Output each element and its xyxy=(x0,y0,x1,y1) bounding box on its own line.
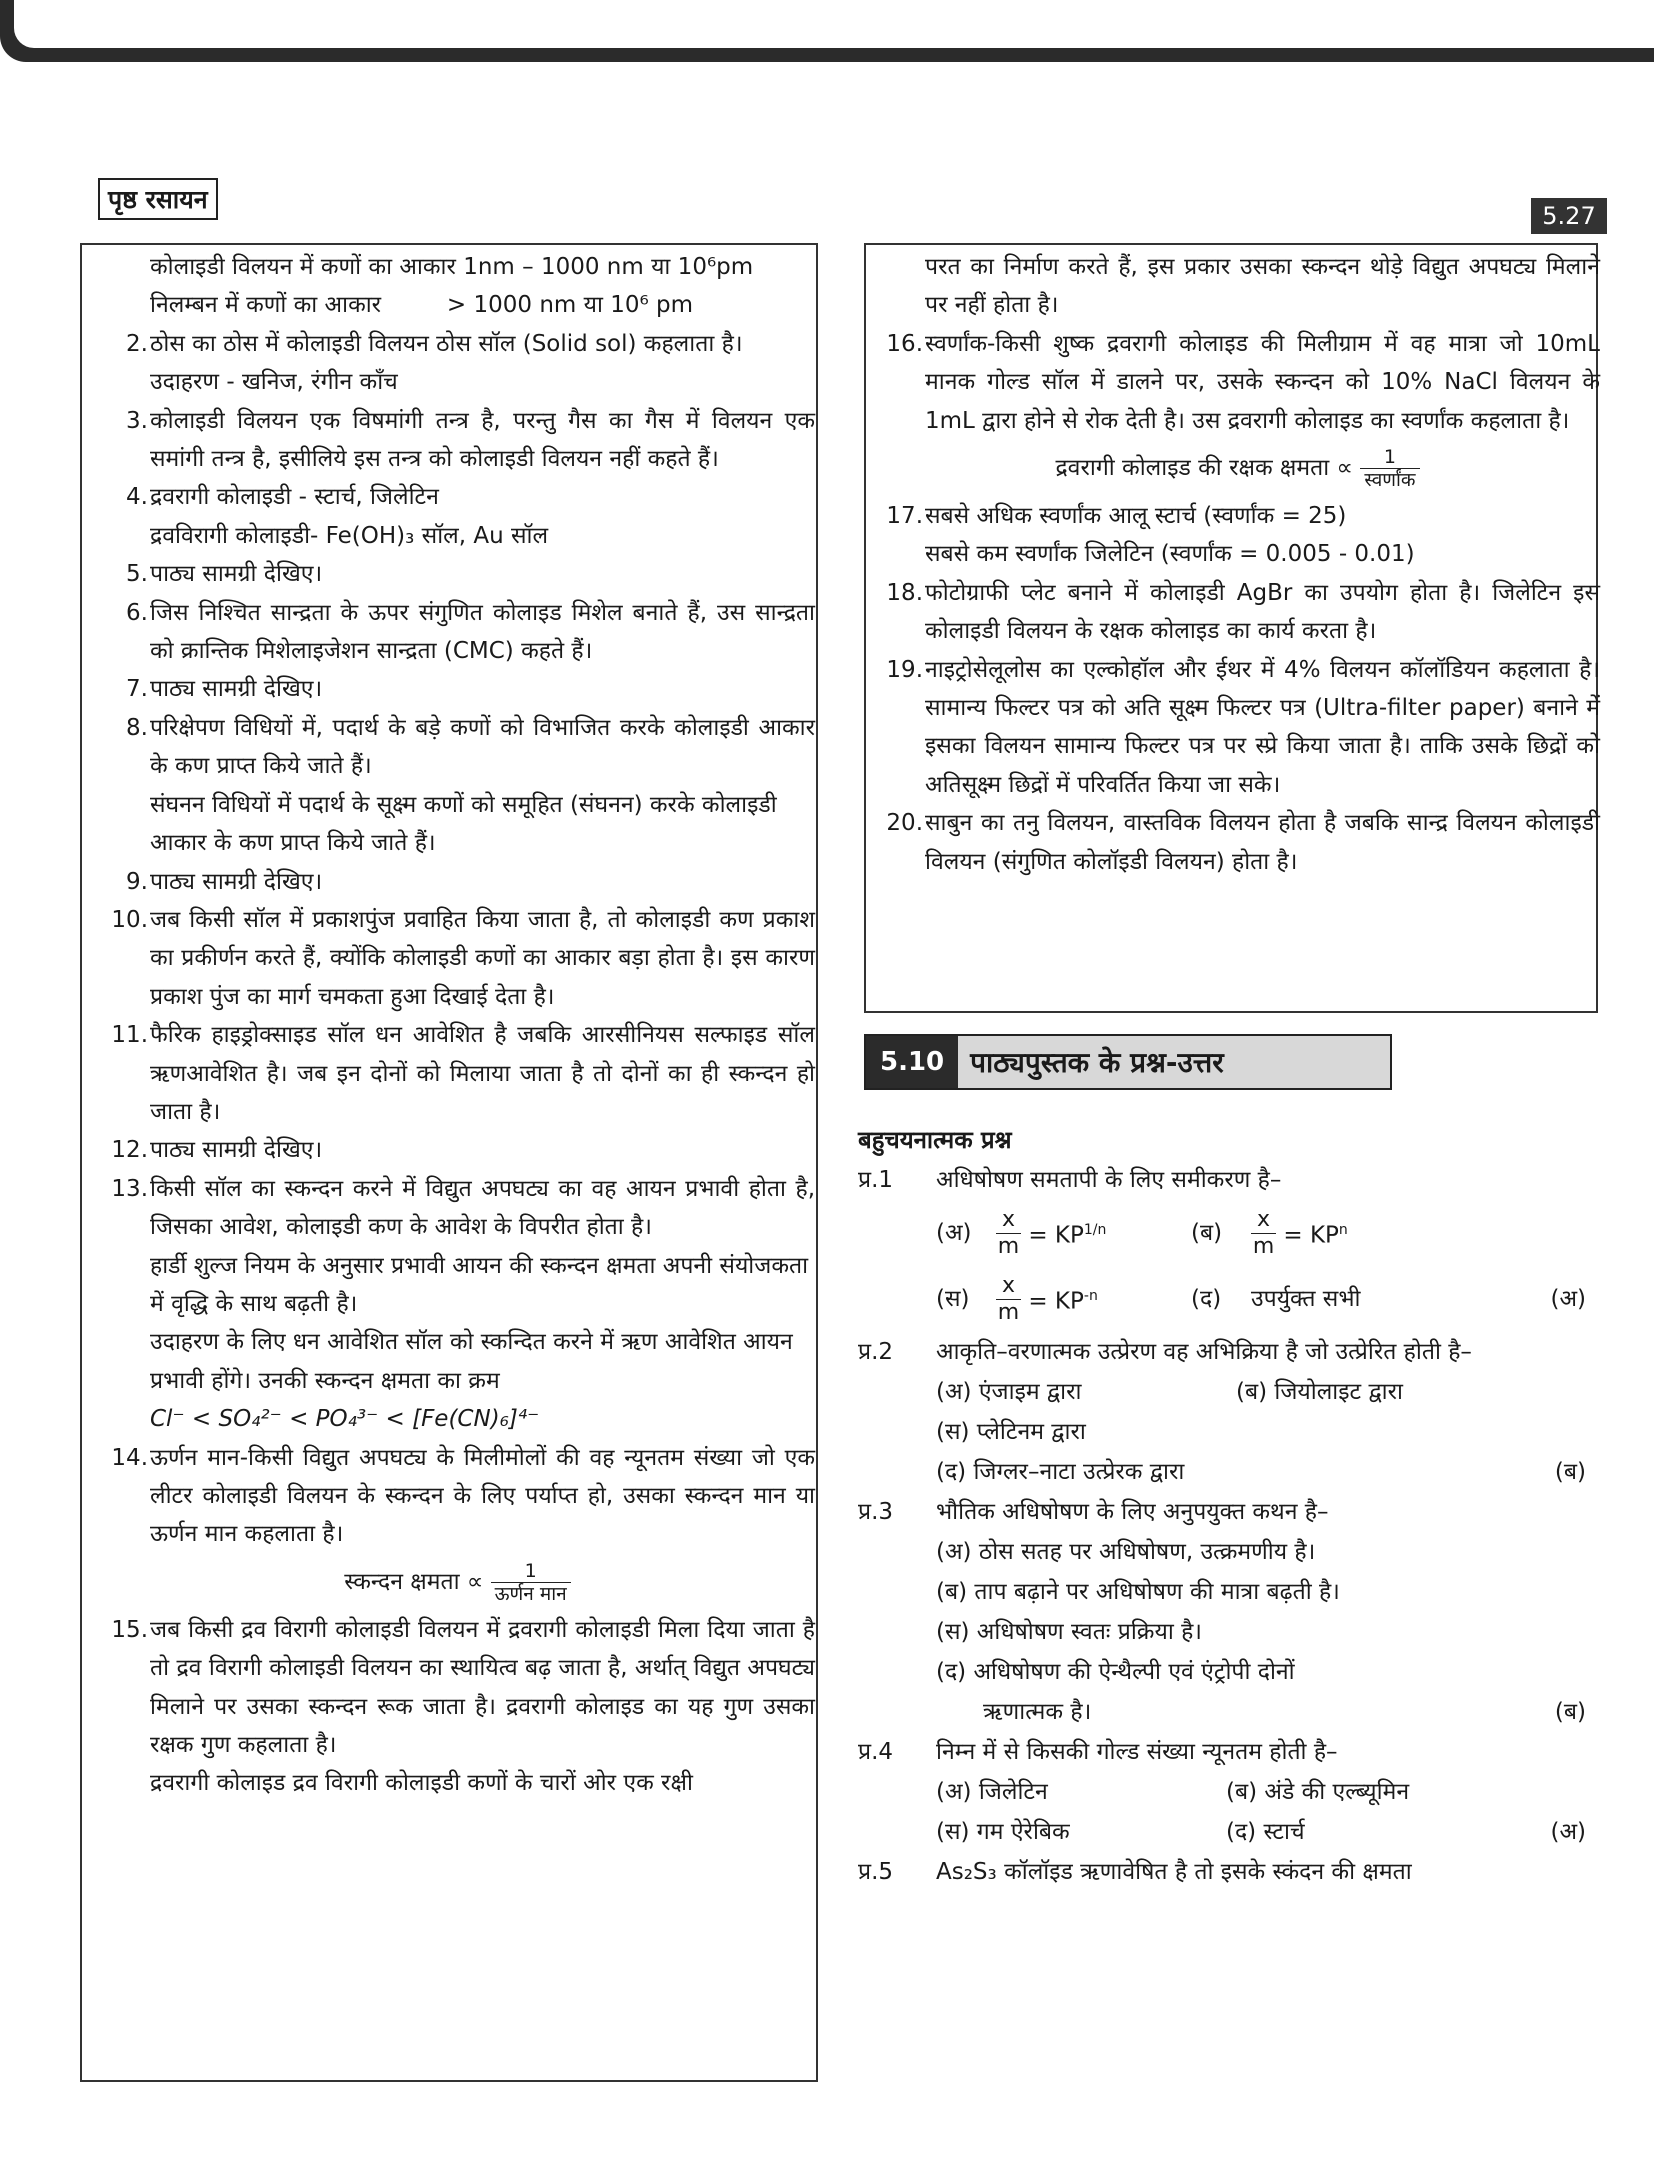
answer-item-extra: उदाहरण - खनिज, रंगीन काँच xyxy=(150,369,398,396)
intro-line-1: कोलाइडी विलयन में कणों का आकार 1nm – 1000 nm या 10⁶pm xyxy=(150,254,754,280)
answer-item-extra: द्रवरागी कोलाइड द्रव विरागी कोलाइडी कणों के चारों ओर एक रक्षी xyxy=(150,1770,693,1797)
answer-item: 6. जिस निश्चित सान्द्रता के ऊपर संगुणित कोलाइड मिशेल बनाते हैं, उस सान्द्रता को क्रान्तिक मिशेलाइजेशन सान्द्रता (CMC) कहते हैं। xyxy=(126,599,815,665)
mcq-heading: बहुचयनात्मक प्रश्न xyxy=(858,1126,1012,1154)
right-column xyxy=(875,248,1600,881)
question-2: प्र.2 आकृति–वरणात्मक उत्प्रेरण वह अभिक्रिया है जो उत्प्रेरित होती है– xyxy=(858,1339,1472,1365)
answer-item: 15. जब किसी द्रव विरागी कोलाइडी विलयन में द्रवरागी कोलाइडी मिला दिया जाता है तो द्रव विरागी कोलाइडी विलयन का स्थायित्व बढ़ जाता है, अर्थात् विद्युत अपघट्य मिलाने पर उसका स्कन्दन रूक जाता है। द्रवरागी कोलाइड का यह गुण उसका रक्षक गुण कहलाता है। xyxy=(111,1616,815,1759)
q3-answer: (ब) xyxy=(1554,1699,1586,1725)
question-5: प्र.5 As₂S₃ कॉलॉइड ऋणावेषित है तो इसके स्कंदन की क्षमता xyxy=(858,1859,1412,1885)
answer-item: 17. सबसे अधिक स्वर्णांक आलू स्टार्च (स्वर्णांक = 25) xyxy=(886,503,1347,530)
section-title: पाठ्यपुस्तक के प्रश्न-उत्तर xyxy=(958,1036,1390,1088)
answer-item: 13. किसी सॉल का स्कन्दन करने में विद्युत अपघट्य का वह आयन प्रभावी होता है, जिसका आवेश, कोलाइडी कण के आवेश के विपरीत होता है। xyxy=(111,1175,815,1241)
top-border xyxy=(0,0,1654,62)
answer-item: 14. ऊर्णन मान-किसी विद्युत अपघट्य के मिलीमोलों की वह न्यूनतम संख्या जो एक लीटर कोलाइडी विलयन के स्कन्दन के लिए पर्याप्त हो, उसका स्कन्दन मान या ऊर्णन मान कहलाता है। xyxy=(111,1444,815,1548)
answer-item: 12. पाठ्य सामग्री देखिए। xyxy=(111,1137,323,1164)
section-tag: पृष्ठ रसायन xyxy=(98,178,218,220)
answer-item: 18. फोटोग्राफी प्लेट बनाने में कोलाइडी AgBr का उपयोग होता है। जिलेटिन इस कोलाइडी विलयन के रक्षक कोलाइड का कार्य करता है। xyxy=(886,579,1600,645)
page-number: 5.27 xyxy=(1531,198,1607,234)
answer-item: 11. फैरिक हाइड्रोक्साइड सॉल धन आवेशित है जबकि आरसीनियस सल्फाइड सॉल ऋणआवेशित है। जब इन दोनों को मिलाया जाता है तो दोनों का ही स्कन्दन हो जाता है। xyxy=(111,1022,815,1125)
q2-answer: (ब) xyxy=(1554,1459,1586,1485)
answer-item: 7. पाठ्य सामग्री देखिए। xyxy=(126,676,323,703)
formula: द्रवरागी कोलाइड की रक्षक क्षमता ∝ $\frac{1}{\text{स्वर्णांक}}$ xyxy=(875,440,1600,497)
q1-answer: (अ) xyxy=(1550,1286,1586,1312)
answer-item-extra: द्रवविरागी कोलाइडी- Fe(OH)₃ सॉल, Au सॉल xyxy=(150,522,549,549)
formula: स्कन्दन क्षमता ∝ $\frac{1}{\text{ऊर्णन मान}}$ xyxy=(100,1554,815,1611)
answer-item: 10. जब किसी सॉल में प्रकाशपुंज प्रवाहित किया जाता है, तो कोलाइडी कण प्रकाश का प्रकीर्णन करते हैं, क्योंकि कोलाइडी कणों का आकार बड़ा होता है। इस कारण प्रकाश पुंज का मार्ग चमकता हुआ दिखाई देता है। xyxy=(111,906,815,1010)
answer-item: 5. पाठ्य सामग्री देखिए। xyxy=(126,561,323,588)
section-header xyxy=(864,1034,1392,1090)
answer-item: 2. ठोस का ठोस में कोलाइडी विलयन ठोस सॉल (Solid sol) कहलाता है। xyxy=(126,330,743,357)
question-3: प्र.3 भौतिक अधिषोषण के लिए अनुपयुक्त कथन है– xyxy=(858,1499,1329,1525)
answer-item-extra: उदाहरण के लिए धन आवेशित सॉल को स्कन्दित करने में ऋण आवेशित आयन प्रभावी होंगे। उनकी स्कन्दन क्षमता का क्रम xyxy=(150,1329,793,1394)
answer-item: 19. नाइट्रोसेलूलोस का एल्कोहॉल और ईथर में 4% विलयन कॉलॉडियन कहलाता है। सामान्य फिल्टर पत्र को अति सूक्ष्म फिल्टर पत्र (Ultra-filter paper) बनाने में इसका विलयन सामान्य फिल्टर पत्र पर स्प्रे किया जाता है। ताकि उसके छिद्रों को अतिसूक्ष्म छिद्रों में परिवर्तित किया जा सके। xyxy=(886,656,1600,798)
answer-item-extra: Cl⁻ < SO₄²⁻ < PO₄³⁻ < [Fe(CN)₆]⁴⁻ xyxy=(150,1406,540,1433)
answer-item: 4. द्रवरागी कोलाइडी - स्टार्च, जिलेटिन xyxy=(126,484,439,511)
q1-row-ab: (अ) $\frac{x}{m}$ = $KP^{1/n}$ (ब) $\frac{x}{m}$ = $KP^n$ xyxy=(936,1206,1348,1259)
section-number: 5.10 xyxy=(866,1036,958,1088)
answer-item-extra: हार्डी शुल्ज नियम के अनुसार प्रभावी आयन की स्कन्दन क्षमता अपनी संयोजकता में वृद्धि के साथ बढ़ती है। xyxy=(150,1252,809,1317)
left-column xyxy=(100,248,815,1803)
answer-item: 16. स्वर्णांक-किसी शुष्क द्रवरागी कोलाइड की मिलीग्राम में वह मात्रा जो 10mL मानक गोल्ड सॉल में डालने पर, उसके स्कन्दन को 10% NaCl विलयन के 1mL द्वारा होने से रोक देती है। उस द्रवरागी कोलाइड का स्वर्णांक कहलाता है। xyxy=(886,330,1600,434)
mcq-section: बहुचयनात्मक प्रश्न प्र.1 अधिषोषण समतापी के लिए समीकरण है– (अ) $\frac{x}{m}$ = $KP^{1/n}$ (ब) $\frac{x}{m}$ = $KP^n$ (स) $\frac{x}{m}$ = $KP^{-n}$ (द) उपर्युक्त सभी (अ) प्र.2 आकृति–वरणात्मक उत्प्रेरण वह अभिक्रिया है जो उत्प्रेरित होती है– (अ) एंजाइम द्वारा (ब) जियोलाइट द्वारा (स) प्लेटिनम द्वारा (द) जिग्लर–नाटा उत्प्रेरक द्वारा (ब) प्र.3 भौतिक अधिषोषण के लिए अनुपयुक्त कथन है– (अ) ठोस सतह पर अधिषोषण, उत्क्रमणीय है। (ब) ताप बढ़ाने पर अधिषोषण की मात्रा बढ़ती है। (स) अधिषोषण स्वतः प्रक्रिया है। (द) अधिषोषण की ऐन्थैल्पी एवं एंट्रोपी दोनों ऋणात्मक है। (ब) प्र.4 निम्न में से किसकी गोल्ड संख्या न्यूनतम होती है– (अ) जिलेटिन (ब) अंडे की एल्ब्यूमिन (स) गम ऐरेबिक (द) स्टार्च (अ) प्र.5 As₂S₃ कॉलॉइड ऋणावेषित है तो इसके स्कंदन की क्षमता xyxy=(858,1120,1598,1892)
answer-item: 20. साबुन का तनु विलयन, वास्तविक विलयन होता है जबकि सान्द्र विलयन कोलाइडी विलयन (संगुणित कोलॉइडी विलयन) होता है। xyxy=(886,810,1600,875)
q4-answer: (अ) xyxy=(1550,1819,1586,1845)
continuation-text: परत का निर्माण करते हैं, इस प्रकार उसका स्कन्दन थोड़े विद्युत अपघट्य मिलाने पर नहीं होता है। xyxy=(925,254,1600,319)
q1-row-cd: (स) $\frac{x}{m}$ = $KP^{-n}$ (द) उपर्युक्त सभी (अ) xyxy=(936,1272,1586,1325)
answer-item: 9. पाठ्य सामग्री देखिए। xyxy=(126,868,323,895)
answer-item-extra: सबसे कम स्वर्णांक जिलेटिन (स्वर्णांक = 0.005 - 0.01) xyxy=(925,541,1415,568)
question-1: प्र.1 अधिषोषण समतापी के लिए समीकरण है– xyxy=(858,1167,1282,1193)
intro-line-2: निलम्बन में कणों का आकार > 1000 nm या 10⁶ pm xyxy=(150,292,694,319)
answer-item: 8. परिक्षेपण विधियों में, पदार्थ के बड़े कणों को विभाजित करके कोलाइडी आकार के कण प्राप्त किये जाते हैं। xyxy=(126,714,815,780)
answer-item-extra: संघनन विधियों में पदार्थ के सूक्ष्म कणों को समूहित (संघनन) करके कोलाइडी आकार के कण प्राप्त किये जाते हैं। xyxy=(150,791,777,857)
answer-item: 3. कोलाइडी विलयन एक विषमांगी तन्त्र है, परन्तु गैस का गैस में विलयन एक समांगी तन्त्र है, इसीलिये इस तन्त्र को कोलाइडी विलयन नहीं कहते हैं। xyxy=(126,407,815,473)
question-4: प्र.4 निम्न में से किसकी गोल्ड संख्या न्यूनतम होती है– xyxy=(858,1739,1338,1765)
